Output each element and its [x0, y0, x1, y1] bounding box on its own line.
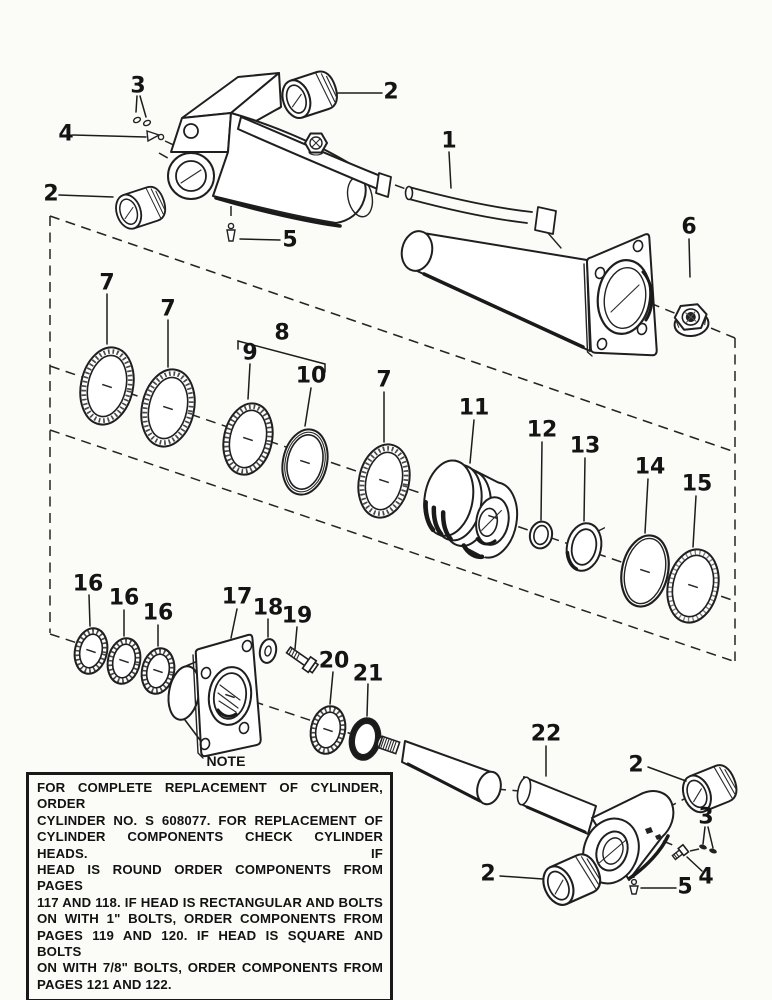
note-line: ON WITH 7/8" BOLTS, ORDER COMPONENTS FROM — [37, 960, 383, 976]
callout-12: 12 — [526, 417, 558, 443]
callout-1: 1 — [441, 128, 457, 154]
callout-13: 13 — [569, 433, 601, 459]
callout-16: 16 — [142, 600, 174, 626]
callout-22: 22 — [530, 721, 562, 747]
bushing — [112, 184, 169, 232]
strap-end-cap — [376, 173, 391, 197]
callout-3: 3 — [130, 73, 146, 99]
callout-19: 19 — [281, 603, 313, 629]
pipe-elbow — [535, 207, 556, 234]
bushing — [278, 68, 341, 122]
washer — [258, 638, 279, 665]
callout-9: 9 — [242, 340, 258, 366]
callout-14: 14 — [634, 454, 666, 480]
callout-7: 7 — [160, 296, 176, 322]
callout-7: 7 — [99, 270, 115, 296]
callout-3: 3 — [698, 804, 714, 830]
callout-16: 16 — [72, 571, 104, 597]
callout-4: 4 — [58, 121, 74, 147]
o-ring-small — [527, 520, 554, 551]
callout-5: 5 — [677, 874, 693, 900]
callout-5: 5 — [282, 227, 298, 253]
callout-20: 20 — [318, 648, 350, 674]
callout-15: 15 — [681, 471, 713, 497]
flange-bolt — [285, 644, 320, 674]
note-line: PAGES 119 AND 120. IF HEAD IS SQUARE AND BOLTS — [37, 927, 383, 960]
note-label: NOTE — [206, 753, 246, 769]
hydraulic-pipe — [409, 187, 532, 212]
callout-4: 4 — [698, 864, 714, 890]
head-bolt-hole — [184, 124, 198, 138]
note-box — [26, 772, 393, 1000]
grease-fitting — [147, 131, 164, 141]
roll-pins — [133, 116, 151, 126]
note-line: FOR COMPLETE REPLACEMENT OF CYLINDER, ORDER — [37, 780, 383, 812]
split-ring — [562, 520, 605, 574]
note-line: 117 AND 118. IF HEAD IS RECTANGULAR AND BOLTS — [37, 894, 383, 910]
cylinder-head-block — [168, 73, 391, 226]
note-line: CYLINDER NO. S 608077. FOR REPLACEMENT OF — [37, 812, 383, 828]
grease-zerk — [227, 223, 235, 241]
callout-10: 10 — [295, 363, 327, 389]
note-line: CYLINDER COMPONENTS CHECK CYLINDER HEADS. IF — [37, 829, 383, 861]
roll-pins — [698, 844, 717, 855]
callout-2: 2 — [480, 861, 496, 887]
note-line: HEAD IS ROUND ORDER COMPONENTS FROM PAGES — [37, 862, 383, 894]
tube-body — [415, 232, 590, 351]
piston — [416, 457, 525, 563]
callout-2: 2 — [43, 181, 59, 207]
grease-zerk — [630, 880, 638, 894]
callout-16: 16 — [108, 585, 140, 611]
callout-8: 8 — [274, 320, 290, 346]
callout-21: 21 — [352, 661, 384, 687]
callout-18: 18 — [252, 595, 284, 621]
piston-nut — [673, 303, 710, 337]
set-screw — [671, 845, 688, 861]
callout-6: 6 — [681, 214, 697, 240]
callout-2: 2 — [628, 752, 644, 778]
piston-rod-front — [376, 736, 504, 807]
gland-flange — [165, 635, 261, 758]
cylinder-tube-assembly — [398, 187, 657, 357]
note-line: ON WITH 1" BOLTS, ORDER COMPONENTS FROM — [37, 911, 383, 927]
note-line: PAGES 121 AND 122. — [37, 976, 172, 992]
callout-11: 11 — [458, 395, 490, 421]
callout-17: 17 — [221, 584, 253, 610]
callout-7: 7 — [376, 367, 392, 393]
callout-2: 2 — [383, 79, 399, 105]
